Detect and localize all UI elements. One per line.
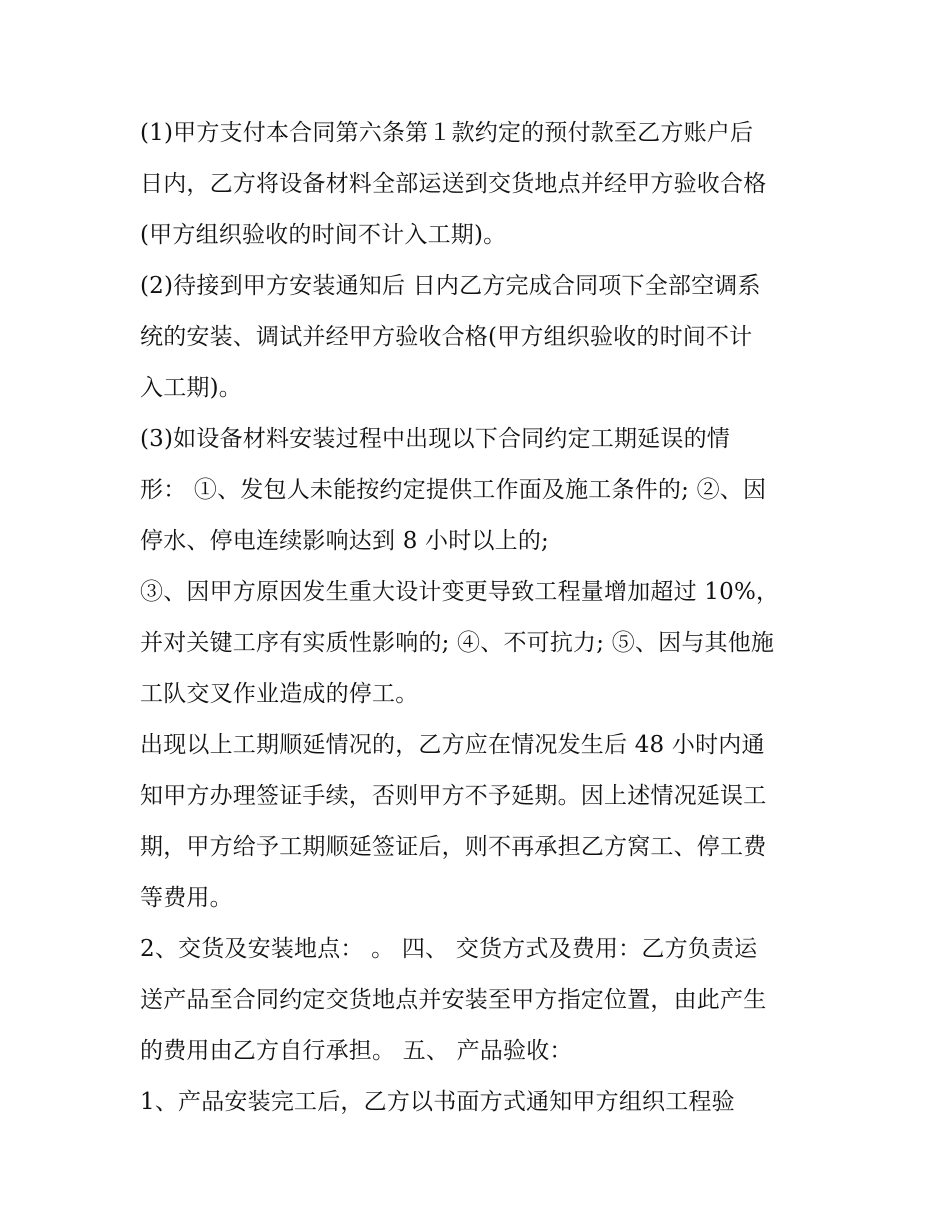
text-line: 等费用。 [140, 885, 233, 911]
text-line: 知甲方办理签证手续，否则甲方不予延期。因上述情况延误工 [140, 783, 767, 809]
document-body [140, 108, 830, 1128]
text-line: 形： ①、发包人未能按约定提供工作面及施工条件的; ②、因 [140, 477, 767, 503]
text-line: 2、交货及安装地点： 。 四、 交货方式及费用：乙方负责运 [140, 936, 758, 962]
text-line: 日内，乙方将设备材料全部运送到交货地点并经甲方验收合格 [140, 171, 767, 197]
text-line: (甲方组织验收的时间不计入工期)。 [140, 222, 507, 248]
text-line: 工队交叉作业造成的停工。 [140, 681, 419, 707]
text-line: 的费用由乙方自行承担。 五、 产品验收： [140, 1038, 573, 1064]
text-line: (1)甲方支付本合同第六条第１款约定的预付款至乙方账户后 [140, 120, 754, 146]
text-line: 期，甲方给予工期顺延签证后，则不再承担乙方窝工、停工费 [140, 834, 767, 860]
text-line: 送产品至合同约定交货地点并安装至甲方指定位置，由此产生 [140, 987, 767, 1013]
text-line: ③、因甲方原因发生重大设计变更导致工程量增加超过 10%， [140, 579, 780, 605]
text-line: 停水、停电连续影响达到 8 小时以上的; [140, 528, 550, 554]
text-line: 统的安装、调试并经甲方验收合格(甲方组织验收的时间不计 [140, 324, 753, 350]
text-line: 入工期)。 [140, 375, 242, 401]
text-line: 出现以上工期顺延情况的，乙方应在情况发生后 48 小时内通 [140, 732, 765, 758]
text-line: (2)待接到甲方安装通知后 日内乙方完成合同项下全部空调系 [140, 273, 761, 299]
text-line: (3)如设备材料安装过程中出现以下合同约定工期延误的情 [140, 426, 730, 452]
text-line: 并对关键工序有实质性影响的; ④、不可抗力; ⑤、因与其他施 [140, 630, 775, 656]
text-line: 1、产品安装完工后，乙方以书面方式通知甲方组织工程验 [140, 1089, 735, 1115]
